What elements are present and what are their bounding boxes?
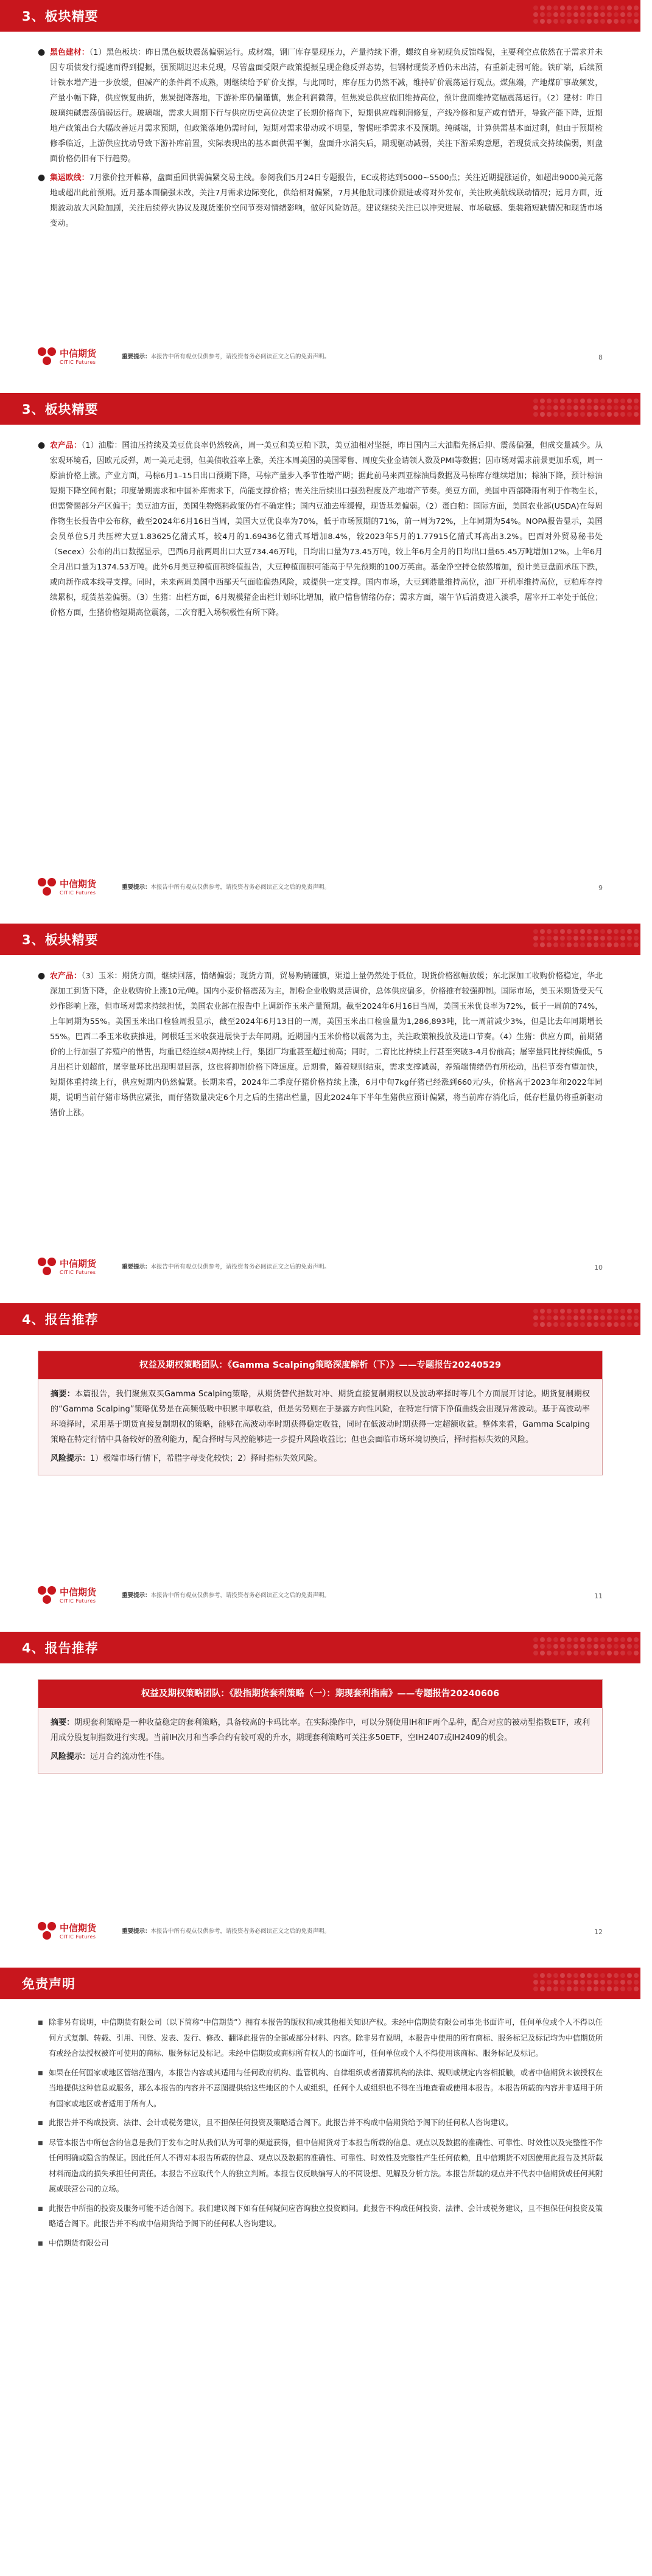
citic-logo-icon xyxy=(38,878,56,896)
page-number: 11 xyxy=(594,1592,603,1600)
disclaimer-item: ■ 除非另有说明，中信期货有限公司（以下简称“中信期货”）拥有本报告的版权和/或其他相关知识产权。未经中信期货有限公司事先书面许可，任何单位或个人不得以任何方式复制、转载、引用、刊登、发表、发行、修改、翻译此报告的全部或部分材料、内容。除非另有说明，本报告中使用的所有商标、服务标记及标记均为中信期货所有或经合法授权被许可使用的商标、服务标记及标记。未经中信期货或商标所有权人的书面许可，任何单位或个人不得使用该商标、服务标记及标记。 xyxy=(38,2015,603,2062)
square-bullet-icon: ■ xyxy=(38,2140,43,2146)
header-dot-pattern xyxy=(525,1303,640,1335)
disclaimer-item: ■ 此报告并不构成投资、法律、会计或税务建议，且不担保任何投资及策略适合阁下。此报告并不构成中信期货给予阁下的任何私人咨询建议。 xyxy=(38,2115,603,2132)
disclaimer-item: ■ 此报告中所指的投资及服务可能不适合阁下。我们建议阁下如有任何疑问应咨询独立投资顾问。此报告不构成任何投资、法律、会计或税务建议，且不担保任何投资及策略适合阁下。此报告并不构成中信期货给予阁下的任何私人咨询建议。 xyxy=(38,2201,603,2232)
paragraph-text: 7月涨价拉开帷幕，盘面重回供需偏紧交易主线。参阅我们5月24日专题报告，EC或将达到5000~5500点；关注近期提涨运价，如超出9000美元落地或超出此前预期。近月基本面偏强未改，关注7月需求边际变化，供给相对偏紧，7月其他航司涨价跟进或将对外发布，关注欧美航线联动情况；远月方面，近期波动放大风险加剧，关注后续停火协议及现货涨价空间节奏对情绪影响，做好风险防范。建议继续关注已以冲突进展、市场敏感、集装箱短缺情况和现货市场变动。 xyxy=(50,173,603,228)
page-number: 10 xyxy=(594,1264,603,1272)
page-header xyxy=(0,1303,640,1335)
page-title: 4、报告推荐 xyxy=(22,1641,99,1655)
header-dot-pattern xyxy=(525,0,640,32)
page-number: 8 xyxy=(598,353,603,361)
report-box xyxy=(38,1679,603,1774)
logo-cn: 中信期货 xyxy=(60,347,97,359)
header-dot-pattern xyxy=(525,1968,640,1999)
header-dot-pattern xyxy=(525,924,640,955)
disclaimer-item: ■ 尽管本报告中所包含的信息是我们于发布之时从我们认为可靠的渠道获得，但中信期货对于本报告所载的信息、观点以及数据的准确性、可靠性、时效性以及完整性不作任何明确或隐含的保证。因此任何人不得对本报告所载的信息、观点以及数据的准确性、可靠性、时效性及完整性产生任何依赖，且中信期货不对因使用此报告及其所载材料而造成的损失承担任何责任。本报告不应取代个人的独立判断。本报告仅反映编写人的不同设想、见解及分析方法。本报告所载的观点并不代表中信期货或任何其附属或联营公司的立场。 xyxy=(38,2136,603,2198)
report-risk: 风险提示：远月合约流动性不佳。 xyxy=(51,1752,170,1761)
page-footer xyxy=(38,1909,603,1953)
footer-disclaimer: 重要提示：本报告中所有观点仅供参考，请投资者务必阅读正文之后的免责声明。 xyxy=(122,1927,331,1935)
bullet-icon: ● xyxy=(38,971,46,981)
page-title: 3、板块精要 xyxy=(22,9,99,24)
page-header xyxy=(0,1632,640,1663)
paragraph-text: （3）玉米：期货方面，继续回落，情绪偏弱；现货方面，贸易购销谨慎，渠道上量仍然处于低位，现货价格涨幅放缓；东北深加工收购价格稳定，华北深加工到货下降，企业收购价上涨10元/吨。国内小麦价格震荡为主，制粉企业收购灵活调价，总体供应偏多，价格推有较强抑制。国际市场，美玉米期货受天气炒作影响上涨，但市场对需求持续担忧，美国农业部在报告中上调新作玉米产量预期。截至2024年6月16日当周，美国玉米优良率为72%，低于一周前的74%，上年同期为55%。美国玉米出口检验周报显示，截至2024年6月13日的一周，美国玉米出口检验量为1,286,893吨，比一周前减少3%，但是比去年同期增长55%。巴西二季玉米收获推进，阿根廷玉米收获进展快于去年同期。近期国内玉米价格以震荡为主，关注政策粮投放及进口节奏。（4）生猪：供应方面，前期猪价的上行加强了养殖户的惜售，均重已经连续4周持续上行，集团厂均重甚至超过前高；同时，二育比比持续上行甚至突破3-4月份前高；屠宰量同比持续偏低，5月出栏计划超前，屠宰量环比出现明显回落，这也将抑制价格下降速度。后期看，随着规则结束，需求支撑减弱，养殖端情绪仍有所松动，出栏节奏有望加快，短期体重持续上行，供应短期内仍然偏紧。长期来看，2024年二季度仔猪价格持续上涨，6月中旬7kg仔猪已经涨到660元/头，价格高于2023年和2022年同期，说明当前仔猪市场供应紧张，而仔猪数量决定6个月之后的生猪出栏量，因此2024年下半年生猪供应预计偏紧，将当前库存消化后，低存栏量仍将重新驱动猪价上涨。 xyxy=(50,972,603,1118)
report-title: 权益及期权策略团队：《Gamma Scalping策略深度解析（下）》——专题报告20240529 xyxy=(38,1351,602,1379)
page-8 xyxy=(0,0,640,378)
page-disclaimer xyxy=(0,1968,640,2576)
page-title: 免责声明 xyxy=(22,1977,75,1991)
sector-label: 农产品： xyxy=(50,441,82,450)
page-title: 4、报告推荐 xyxy=(22,1312,99,1327)
header-dot-pattern xyxy=(525,1632,640,1663)
paragraph xyxy=(38,45,603,167)
page-12 xyxy=(0,1632,640,1953)
report-risk: 风险提示：1）极端市场行情下，希腊字母变化较快；2）择时指标失效风险。 xyxy=(51,1454,322,1463)
page-footer xyxy=(38,1573,603,1617)
page-body xyxy=(0,425,640,627)
logo-en: CITIC Futures xyxy=(60,359,96,365)
page-number: 12 xyxy=(594,1928,603,1936)
square-bullet-icon: ■ xyxy=(38,2240,43,2247)
page-10 xyxy=(0,924,640,1289)
citic-logo: 中信期货 CITIC Futures xyxy=(38,1922,117,1940)
sector-label: 农产品： xyxy=(50,972,82,981)
bullet-icon: ● xyxy=(38,440,46,450)
footer-disclaimer: 重要提示：本报告中所有观点仅供参考，请投资者务必阅读正文之后的免责声明。 xyxy=(122,353,331,360)
disclaimer-item: ■ 如果在任何国家或地区管辖范围内，本报告内容或其适用与任何政府机构、监管机构、自律组织或者清算机构的法律、规则或规定内容相抵触，或者中信期货未被授权在当地提供这种信息或服务，那么本报告的内容并不意图提供给这些地区的个人或组织，任何个人或组织也不得在当地查看或使用本报告。本报告所载的内容并非适用于所有国家或地区或者适用于所有人。 xyxy=(38,2066,603,2112)
paragraph xyxy=(38,438,603,621)
page-footer xyxy=(38,1245,603,1289)
disclaimer-item: ■ 中信期货有限公司 xyxy=(38,2236,603,2252)
citic-logo: 中信期货 CITIC Futures xyxy=(38,878,117,896)
page-number: 9 xyxy=(598,884,603,892)
page-body xyxy=(0,955,640,1127)
citic-logo-icon xyxy=(38,347,56,366)
citic-logo xyxy=(38,347,117,366)
footer-disclaimer: 重要提示：本报告中所有观点仅供参考，请投资者务必阅读正文之后的免责声明。 xyxy=(122,1592,331,1599)
page-footer xyxy=(38,865,603,909)
citic-logo-icon xyxy=(38,1922,56,1940)
square-bullet-icon: ■ xyxy=(38,2070,43,2076)
sector-label: 集运欧线： xyxy=(50,173,89,183)
bullet-icon: ● xyxy=(38,173,46,183)
paragraph-text: （1）油脂：国油压持续及美豆优良率仍然较高，周一美豆和美豆粕下跌，美豆油相对坚挺，昨日国内三大油脂先扬后抑、震荡偏强，但成交量减少。从宏观环境看，因欧元反弹，周一美元走弱，但美债收益率上涨，关注本周美国的美国零售、周度失业金请领人数及PMI等数据；因市场对需求前景更加乐观，周一原油价格上涨。产业方面，马棕6月1–15日出口预期下降，马棕产量步入季节性增产期；据此前马来西亚棕油局数据及马棕库存继续增加；棕油下降，预计棕油短期下降空间有限；印度暑期需求和中国补库需求下，尚能支撑价格；需关注后续出口强劲程度及产地增产节奏。美豆方面，美国中西部降雨有利于作物生长，但需警惕部分产区偏干；美豆油方面，美国生物燃料政策仍有不确定性；国内豆油去库缓慢，现货基差偏弱。（2）蛋白粕：国际方面，美国农业部(USDA)在每周作物生长报告中公布称，截至2024年6月16日当周，美国大豆优良率为70%，低于市场预期的71%，前一周为72%，上年同期为54%。NOPA报告显示，美国会员单位5月共压榨大豆1.83625亿蒲式耳，较4月的1.69436亿蒲式耳增加8.4%，较2023年5月的1.77915亿蒲式耳高出3.2%。巴西对外贸易秘书处（Secex）公布的出口数据显示，巴西6月前两周出口大豆734.46万吨，日均出口量为73.45万吨，较上年6月全月的日均出口量65.45万吨增加12%。上年6月全月出口量为1374.53万吨。此外6月美豆种植面积终值报告，大豆种植面积可能高于早先预期的100万英亩。基金净空持仓依然增加，预计美豆盘面承压下跌，或向新作成本线寻支撑。同时，未来两周美国中西部天气面临偏热风险，或提供一定支撑。国内市场，大豆到港量维持高位，油厂开机率维持高位，豆粕库存持续累积，现货基差偏弱。（3）生猪：出栏方面，6月规模猪企出栏计划环比增加，散户惜售情绪仍存；需求方面，端午节后消费进入淡季，屠宰开工率处于低位；价格方面，生猪价格短期高位震荡，二次育肥入场积极性有所下降。 xyxy=(50,441,603,618)
page-header xyxy=(0,924,640,955)
page-11 xyxy=(0,1303,640,1617)
page-body xyxy=(0,32,640,237)
square-bullet-icon: ■ xyxy=(38,2020,43,2026)
page-header xyxy=(0,0,640,32)
square-bullet-icon: ■ xyxy=(38,2205,43,2212)
square-bullet-icon: ■ xyxy=(38,2120,43,2126)
page-title: 3、板块精要 xyxy=(22,933,99,947)
page-header xyxy=(0,1968,640,1999)
sector-label: 黑色建材： xyxy=(50,48,89,57)
bullet-icon: ● xyxy=(38,47,46,57)
report-box xyxy=(38,1351,603,1475)
footer-disclaimer: 重要提示：本报告中所有观点仅供参考，请投资者务必阅读正文之后的免责声明。 xyxy=(122,883,331,891)
report-title: 权益及期权策略团队：《股指期货套利策略（一）：期现套利指南》——专题报告20240606 xyxy=(38,1680,602,1708)
citic-logo: 中信期货 CITIC Futures xyxy=(38,1258,117,1276)
report-abstract: 摘要：本篇报告，我们聚焦双买Gamma Scalping策略，从期货替代指数对冲、期货直接复制期权以及波动率择时等几个方面展开讨论。期货复制期权的“Gamma Scalping”策略优势是在高频低吸中积累丰厚收益，但是劣势则在于暴露方向性风险，在特定行情下净值曲线会出现异常波动。基于高波动率环境择时，采用基于期货直接复制期权的策略，能够在高波动率时期获得稳定收益，同时在低波动时期获得一定超额收益。整体来看，Gamma Scalping策略在特定行情中具备较好的盈利能力，配合择时与风控能够进一步提升风险收益比；但也会面临市场环境切换后，择时指标失效的风险。 xyxy=(51,1390,590,1444)
paragraph xyxy=(38,170,603,231)
report-abstract: 摘要：期现套利策略是一种收益稳定的套利策略，具备较高的卡玛比率。在实际操作中，可以分别使用IH和IF两个品种，配合对应的被动型指数ETF，或利用成分股复制指数进行实现。当前IH次月和当季合约有较可观的升水，期现套利策略可关注多50ETF，空IH2407或IH2409的机会。 xyxy=(51,1718,590,1742)
page-9 xyxy=(0,393,640,909)
report-body xyxy=(38,1379,602,1475)
page-title: 3、板块精要 xyxy=(22,402,99,417)
citic-logo-icon xyxy=(38,1258,56,1276)
footer-disclaimer: 重要提示：本报告中所有观点仅供参考，请投资者务必阅读正文之后的免责声明。 xyxy=(122,1263,331,1270)
citic-logo-icon xyxy=(38,1586,56,1604)
page-footer xyxy=(38,335,603,378)
page-header xyxy=(0,393,640,425)
report-body xyxy=(38,1708,602,1773)
citic-logo: 中信期货 CITIC Futures xyxy=(38,1586,117,1604)
paragraph-text: （1）黑色板块：昨日黑色板块震荡偏弱运行。成材端，钢厂库存显现压力，产量持续下滑，螺纹自身初现负反馈端倪，主要利空点依然在于需求并未因专项债发行提速而得到提振，强预期迟迟未兑现，尽管盘面受限产政策提振呈现企稳反弹态势，但钢材现货矛盾仍未出清，有重新走弱可能。铁矿端，后续预计铁水增产进一步放缓，但减产的条件尚不成熟，则继续给予矿价支撑，与此同时，库存压力仍然不减，维持矿价震荡运行观点。煤焦端，产地煤矿事故频发，产量小幅下降，供应恢复曲折，焦炭提降落地，下游补库仍偏谨慎，焦企利润微薄，但焦炭总供应依旧维持高位，预计盘面维持宽幅震荡运行。（2）建材：昨日玻璃纯碱震荡偏弱运行。玻璃端，需求大周期下行与供应历史高位决定了长期价格向下，短期供应端利润修复，产线冷修和复产或有错开，导致产能下降，近期地产政策出台大幅改善远月需求预期，但政策落地仍需时间，短期对需求带动或不明显，警惕旺季需求不及预期。纯碱端，计算供需基本面过剩，但由于预期检修季临近，上游供应扰动导致下游补库前置，实际表现出的基本面供需平衡，盘面升水消失后，期现驱动减弱，关注下游采购意愿，若现货成交持续偏弱，则盘面价格仍旧有下行趋势。 xyxy=(50,48,603,164)
paragraph xyxy=(38,969,603,1121)
disclaimer-body xyxy=(0,1999,640,2252)
header-dot-pattern xyxy=(525,393,640,425)
